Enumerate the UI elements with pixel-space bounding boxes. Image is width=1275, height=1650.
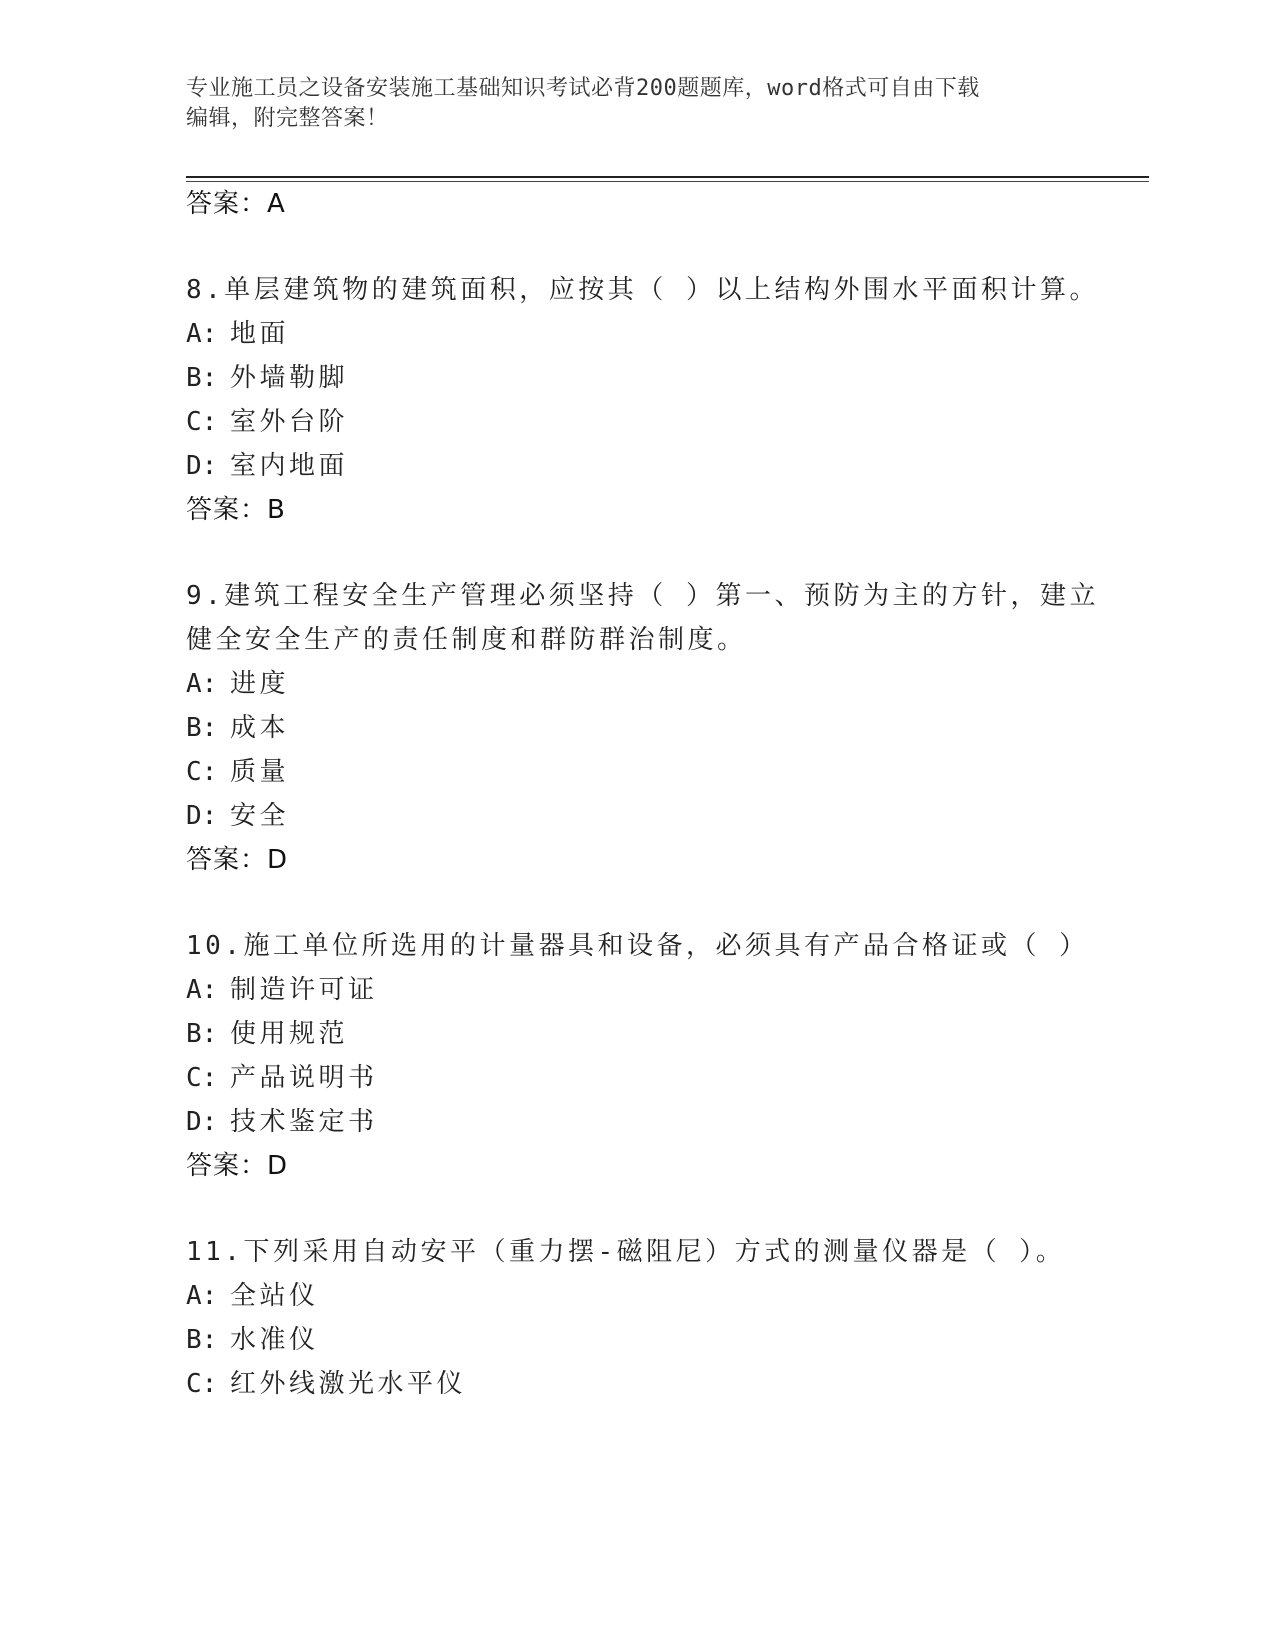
header-divider	[186, 176, 1149, 178]
option-letter: A:	[186, 319, 218, 349]
option-text: 地面	[230, 319, 290, 349]
answer-line: 答案：B	[186, 495, 286, 525]
option-a	[186, 668, 289, 700]
previous-answer: 答案：A	[186, 189, 286, 219]
answer-line: 答案：D	[186, 845, 289, 875]
option-d	[186, 450, 348, 482]
option-text: 进度	[230, 669, 290, 699]
header-title-line-1: 专业施工员之设备安装施工基础知识考试必背200题题库，word格式可自由下载	[186, 76, 980, 101]
option-letter: A:	[186, 975, 218, 1005]
option-letter: A:	[186, 669, 218, 699]
header-divider-thin	[186, 181, 1149, 182]
option-d	[186, 800, 289, 832]
option-text: 技术鉴定书	[230, 1107, 378, 1137]
option-c	[186, 1062, 378, 1094]
option-text: 室外台阶	[230, 407, 349, 437]
option-text: 产品说明书	[230, 1063, 378, 1093]
option-letter: D:	[186, 801, 218, 831]
option-text: 质量	[230, 757, 290, 787]
option-text: 使用规范	[230, 1019, 349, 1049]
header-title-line-2: 编辑，附完整答案！	[186, 106, 389, 131]
option-letter: C:	[186, 407, 218, 437]
option-text: 安全	[230, 801, 290, 831]
option-a	[186, 974, 378, 1006]
document-header	[186, 74, 1066, 134]
option-letter: C:	[186, 1369, 218, 1399]
answer-line: 答案：D	[186, 1151, 289, 1181]
option-letter: C:	[186, 1063, 218, 1093]
option-letter: D:	[186, 451, 218, 481]
option-text: 外墙勒脚	[230, 363, 349, 393]
option-text: 成本	[230, 713, 290, 743]
option-letter: A:	[186, 1281, 218, 1311]
option-letter: C:	[186, 757, 218, 787]
option-letter: D:	[186, 1107, 218, 1137]
option-a	[186, 1280, 319, 1312]
option-text: 制造许可证	[230, 975, 378, 1005]
option-b	[186, 1018, 348, 1050]
option-text: 水准仪	[230, 1325, 319, 1355]
question-stem: 10.施工单位所选用的计量器具和设备，必须具有产品合格证或（ ）	[186, 931, 1089, 961]
option-letter: B:	[186, 713, 218, 743]
question-stem-continued: 健全安全生产的责任制度和群防群治制度。	[186, 625, 747, 655]
option-letter: B:	[186, 363, 218, 393]
option-text: 全站仪	[230, 1281, 319, 1311]
option-text: 室内地面	[230, 451, 349, 481]
option-a	[186, 318, 289, 350]
option-b	[186, 712, 289, 744]
question-stem: 8.单层建筑物的建筑面积，应按其（ ）以上结构外围水平面积计算。	[186, 275, 1099, 305]
option-text: 红外线激光水平仪	[230, 1369, 467, 1399]
option-c	[186, 756, 289, 788]
option-b	[186, 362, 348, 394]
option-c	[186, 1368, 466, 1400]
option-b	[186, 1324, 319, 1356]
option-letter: B:	[186, 1325, 218, 1355]
question-stem: 9.建筑工程安全生产管理必须坚持（ ）第一、预防为主的方针，建立	[186, 581, 1099, 611]
question-stem: 11.下列采用自动安平（重力摆-磁阻尼）方式的测量仪器是（ ）。	[186, 1237, 1066, 1267]
option-c	[186, 406, 348, 438]
option-letter: B:	[186, 1019, 218, 1049]
option-d	[186, 1106, 378, 1138]
